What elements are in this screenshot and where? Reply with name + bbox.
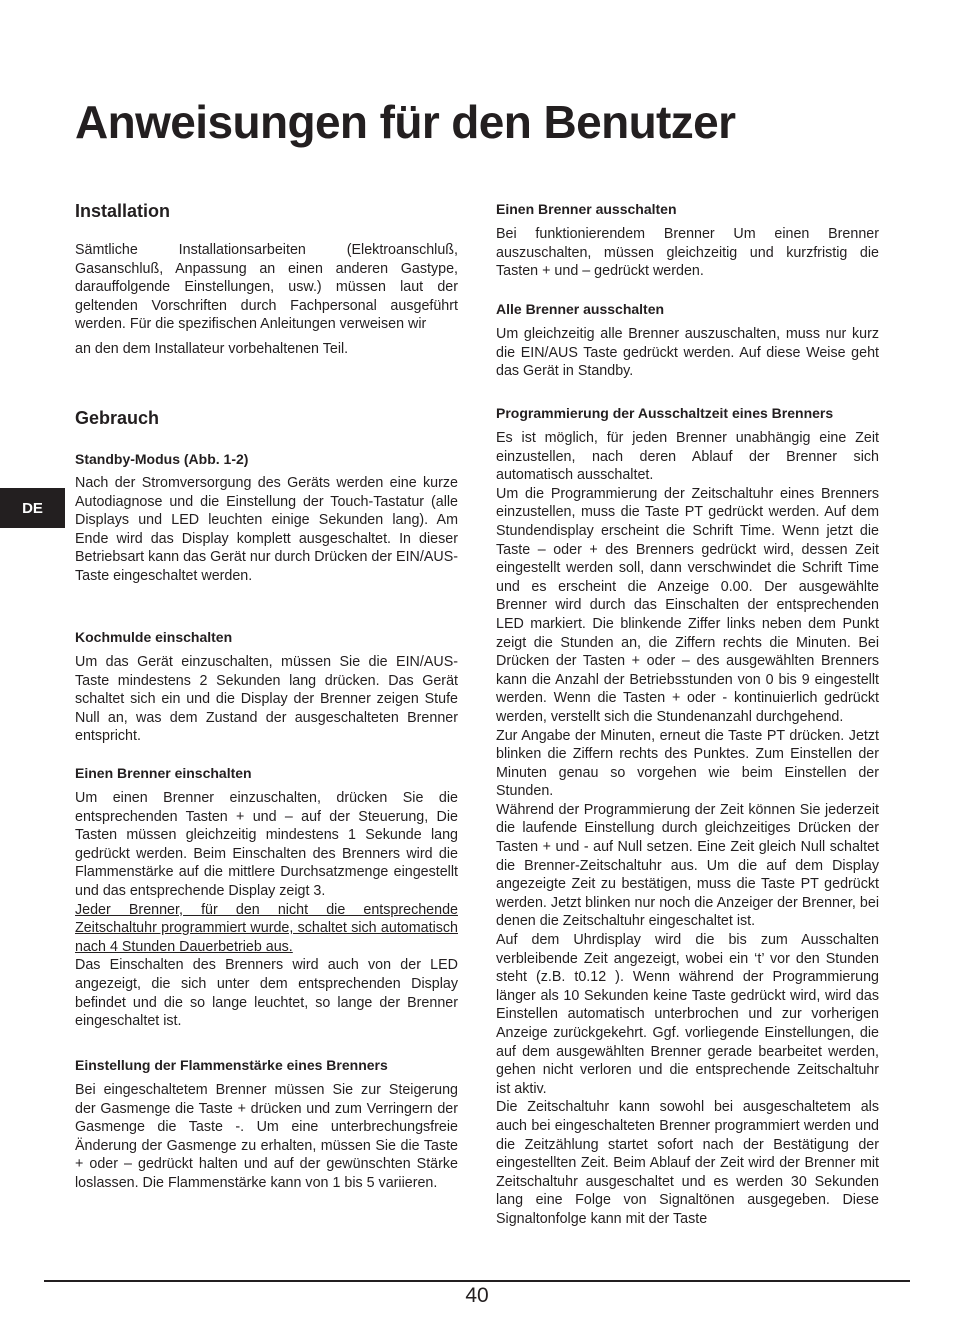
kochmulde-text: Um das Gerät einzuschalten, müssen Sie die EIN/AUS-Taste mindestens 2 Sekunden lang drücken. Das Gerät schaltet sich ein und die Display der Brenner zeigen Stufe Null an, was dem Zustand der ausgeschalteten Brenner entspricht.: [75, 654, 458, 745]
standby-heading: Standby-Modus (Abb. 1-2): [75, 451, 249, 467]
programmierung-p4: Während der Programmierung der Zeit können Sie jederzeit die laufende Einstellung durch gleichzeitiges Drücken der Tasten + und - auf Null setzen. Eine Zeit gleich Null schaltet die Brenner-Zeitschaltuhr aus. Um die auf dem Display angezeigte Zeit zu bestätigen, muss die Taste PT gedrückt werden. Jetzt blinken nur noch die Anzeiger der Brenner, bei denen die Zeitschaltuhr eingeschaltet ist.: [496, 801, 879, 930]
gebrauch-heading: Gebrauch: [75, 408, 160, 428]
page-number: 40: [465, 1284, 489, 1307]
brenner-ein-text: Um einen Brenner einzuschalten, drücken Sie die entsprechenden Tasten + und – auf der Steuerung, Die Tasten müssen gleichzeitig mindestens 1 Sekunde lang gedrückt werden. Beim Einschalten des Brenners wird die Flammenstärke auf die mittlere Durchsatzmenge eingestellt und das entsprechende Display zeigt 3.: [75, 790, 458, 899]
programmierung-p3: Zur Angabe der Minuten, erneut die Taste PT drücken. Jetzt blinken die Ziffern rechts des Punktes. Zum Einstellen der Minuten genau so vorgehen wie beim Einstellen der Stunden.: [496, 727, 879, 800]
alle-aus-text: Um gleichzeitig alle Brenner auszuschalten, muss nur kurz die EIN/AUS Taste gedrückt werden. Auf diese Weise geht das Gerät in Standby.: [496, 326, 879, 380]
brenner-ein-text-after: Das Einschalten des Brenners wird auch von der LED angezeigt, die sich unter dem entsprechenden Display befindet und die so lange leuchtet, so lange der Brenner eingeschaltet ist.: [75, 957, 458, 1030]
programmierung-p2: Um die Programmierung der Zeitschaltuhr eines Brenners einzustellen, muss die Taste PT gedrückt werden. Auf dem Stundendisplay erscheint die Schrift Time. Wenn jetzt die Taste – oder + des Brenners gedrückt wird, dessen Zeit eingestellt werden soll, dann verschwindet die Schrift Time und es erscheint die Anzeige 0.00. Der ausgewählte Brenner wird durch das Einschalten der entsprechenden LED markiert. Die blinkende Ziffer links neben dem Punkt zeigt die Stunden an, die Ziffern rechts die Minuten. Bei Drücken der Tasten + oder – des ausgewählten Brenners kann die Anzahl der Betriebsstunden von 0 bis 9 eingestellt werden. Wenn die Tasten + oder - kontinuierlich gedrückt werden, verstellt sich die Stundenanzahl durchgehend.: [496, 485, 879, 725]
language-tab: DE: [0, 488, 65, 528]
flammenstaerke-text: Bei eingeschaltetem Brenner müssen Sie zur Steigerung der Gasmenge die Taste + drücken und zum Verringern der Gasmenge die Taste -. Um eine unterbrechungsfreie Änderung der Gasmenge zu erhalten, müssen Sie die Taste + oder – gedrückt halten und auf der gewünschten Stärke loslassen. Die Flammenstärke kann von 1 bis 5 variieren.: [75, 1082, 458, 1191]
kochmulde-heading: Kochmulde einschalten: [75, 629, 233, 645]
flammenstaerke-heading: Einstellung der Flammenstärke eines Brenners: [75, 1057, 388, 1073]
footer-rule: [44, 1280, 910, 1282]
programmierung-p5: Auf dem Uhrdisplay wird die bis zum Ausschalten verbleibende Zeit angezeigt, wobei ein ‘t’ vor den Stunden steht (z.B. t0.12 ). Wenn während der Programmierung länger als 10 Sekunden keine Taste gedrückt wird, wird das Einstellen automatisch unterbrochen und zur vorherigen Anzeige zurückgekehrt. Ggf. vorliegende Einstellungen, die auf dem ausgewählten Brenner gerade bearbeitet werden, gehen nicht verloren und die entsprechende Zeitschaltuhr ist aktiv.: [496, 932, 879, 1097]
programmierung-heading: Programmierung der Ausschaltzeit eines Brenners: [496, 405, 834, 421]
page-title: Anweisungen für den Benutzer: [75, 96, 736, 148]
installation-heading: Installation: [75, 201, 171, 221]
standby-text: Nach der Stromversorgung des Geräts werden eine kurze Autodiagnose und die Einstellung der Touch-Tastatur (alle Displays und LED leuchten einige Sekunden lang). Am Ende wird das Display komplett ausgeschaltet. In dieser Betriebsart kann das Gerät nur durch Drücken der EIN/AUS-Taste eingeschaltet werden.: [75, 475, 459, 584]
installation-text-end: an den dem Installateur vorbehaltenen Teil.: [75, 341, 349, 357]
programmierung-p6: Die Zeitschaltuhr kann sowohl bei ausgeschaltetem als auch bei eingeschalteten Brenner programmiert werden und die Zeitzählung startet sofort nach der Bestätigung der eingestellten Zeit. Beim Ablauf der Zeit wird der Brenner mit Zeitschaltuhr ausgeschaltet und es werden 30 Sekunden lang eine Folge von Signaltönen ausgegeben. Diese Signaltonfolge kann mit der Taste: [496, 1099, 879, 1227]
gebrauch-section: [75, 407, 458, 429]
programmierung-p1: Es ist möglich, für jeden Brenner unabhängig eine Zeit einzustellen, nach deren Ablauf der Brenner sich automatisch ausschaltet.: [496, 430, 879, 484]
installation-section: [75, 200, 458, 222]
brenner-ein-warning: Jeder Brenner, für den nicht die entsprechende Zeitschaltuhr programmiert wurde, schaltet sich automatisch nach 4 Stunden Dauerbetrieb aus.: [75, 901, 458, 955]
alle-aus-heading: Alle Brenner ausschalten: [496, 301, 665, 317]
brenner-aus-text: Bei funktionierendem Brenner Um einen Brenner auszuschalten, müssen gleichzeitig und kurzfristig die Tasten + und – gedrückt werden.: [496, 226, 879, 280]
brenner-ein-heading: Einen Brenner einschalten: [75, 765, 252, 781]
brenner-aus-heading: Einen Brenner ausschalten: [496, 201, 677, 217]
installation-text: Sämtliche Installationsarbeiten (Elektroanschluß, Gasanschluß, Anpassung an einen anderen Gastype, darauffolgende Einstellungen, usw.) müssen laut der geltenden Vorschriften durch Fachpersonal ausgeführt werden. Für die spezifischen Anleitungen verweisen wir: [75, 242, 458, 333]
